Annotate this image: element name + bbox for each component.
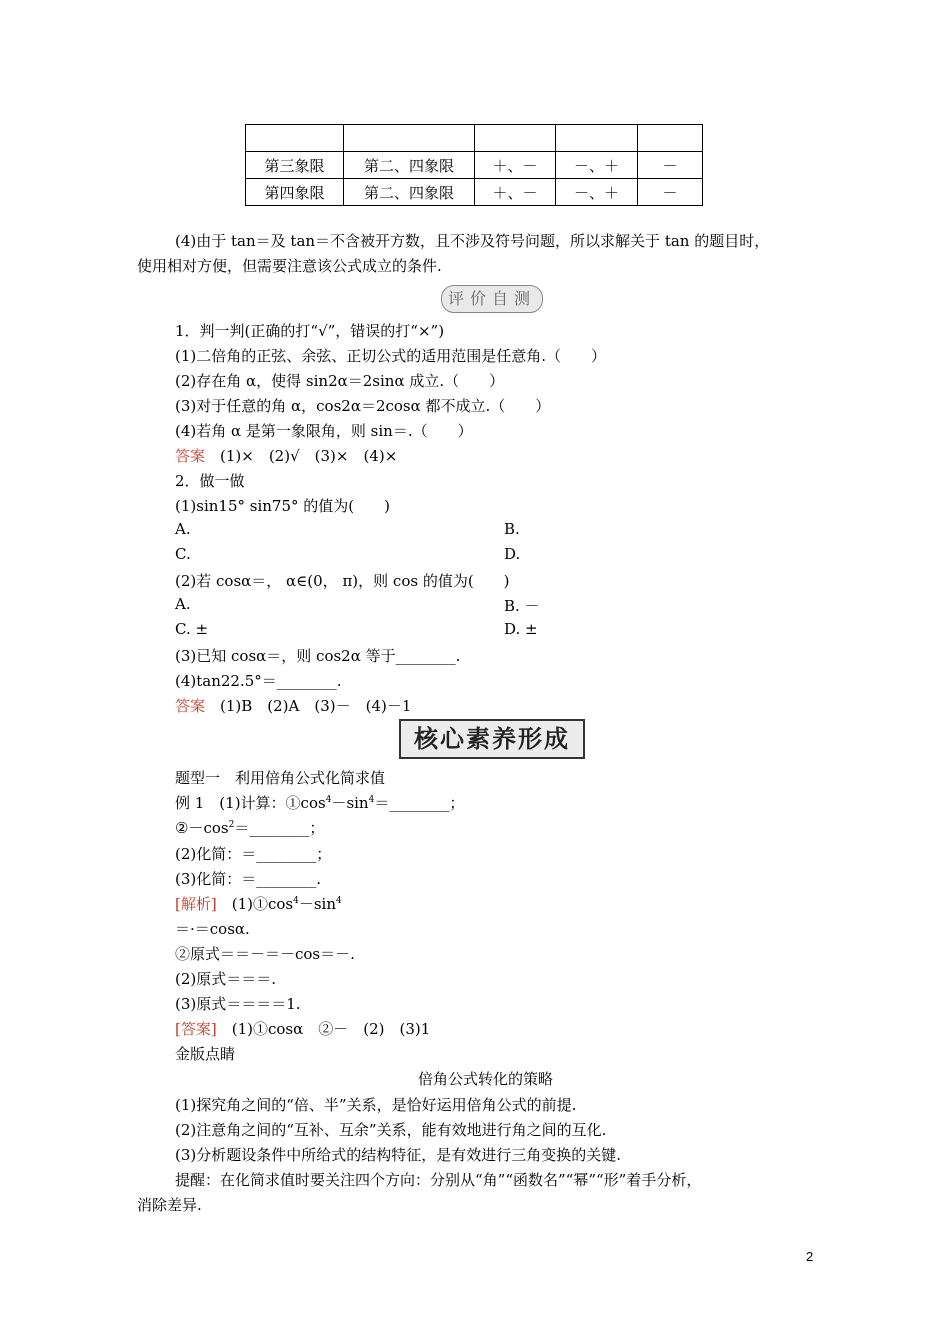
superscript: 4 — [368, 795, 375, 805]
math-text: (1)①cos — [216, 895, 294, 913]
option-a: A. — [175, 520, 191, 538]
table-cell: 第四象限 — [246, 179, 344, 206]
answer-label: 答案 — [175, 697, 206, 715]
option-c: C. — [175, 545, 191, 563]
table-cell — [475, 125, 556, 152]
example-line: (3)化简：＝________. — [175, 870, 322, 888]
table-cell — [556, 125, 638, 152]
note4-line1: (4)由于 tan＝及 tan＝不含被开方数，且不涉及符号问题，所以求解关于 tan 的题目时， — [175, 232, 770, 250]
math-text: ②－cos — [175, 819, 229, 837]
table-cell — [344, 125, 475, 152]
solution-line: (3)原式＝＝＝＝1. — [175, 995, 301, 1013]
table-cell: 第二、四象限 — [344, 179, 475, 206]
core-literacy-banner: 核心素养形成 — [399, 719, 585, 759]
option-b: B. — [504, 520, 520, 538]
superscript: 2 — [228, 820, 235, 830]
example-line — [175, 817, 324, 838]
tip-line2: 消除差异. — [137, 1196, 202, 1214]
q1-answer — [175, 445, 397, 466]
table-cell: 第二、四象限 — [344, 152, 475, 179]
answer-label: [答案] — [175, 1020, 217, 1038]
table-cell: － — [638, 152, 703, 179]
example-line: (2)化简：＝________； — [175, 845, 332, 863]
q2-sub4: (4)tan22.5°＝________. — [175, 672, 342, 690]
solution-line — [175, 893, 342, 914]
option-b: B. － — [504, 597, 540, 615]
math-text: －sin — [298, 895, 336, 913]
type1-answer — [175, 1018, 430, 1039]
table-cell: － — [638, 179, 703, 206]
page-number: 2 — [806, 1249, 814, 1264]
table-row — [246, 125, 703, 152]
table-cell: ＋、－ — [475, 179, 556, 206]
jinban-subtitle: 倍角公式转化的策略 — [418, 1070, 554, 1088]
q2-sub2: (2)若 cosα＝， α∈(0， π)，则 cos 的值为( ) — [175, 572, 510, 590]
q2-title: 2．做一做 — [175, 472, 245, 490]
q1-item: (2)存在角 α，使得 sin2α＝2sinα 成立.（ ） — [175, 372, 505, 390]
solution-line: ②原式＝＝－＝－cos＝－. — [175, 945, 355, 963]
table-cell: －、＋ — [556, 152, 638, 179]
option-c: C. ± — [175, 620, 209, 638]
note4-line2: 使用相对方便，但需要注意该公式成立的条件. — [137, 257, 442, 275]
q1-item: (3)对于任意的角 α，cos2α＝2cosα 都不成立.（ ） — [175, 397, 551, 415]
solution-line: ＝·＝cosα. — [175, 920, 250, 938]
solution-line: (2)原式＝＝＝. — [175, 970, 277, 988]
tip-line1: 提醒：在化简求值时要关注四个方向：分别从“角”“函数名”“幂”“形”着手分析， — [175, 1171, 702, 1189]
table-cell: ＋、－ — [475, 152, 556, 179]
jinban-item: (2)注意角之间的“互补、互余”关系，能有效地进行角之间的互化. — [175, 1121, 607, 1139]
q1-title: 1．判一判(正确的打“√”，错误的打“×”) — [175, 322, 445, 340]
table-cell: －、＋ — [556, 179, 638, 206]
table-row — [246, 152, 703, 179]
math-text: ＝________； — [374, 794, 465, 812]
answer-text: (1)①cosα ②－ (2) (3)1 — [216, 1020, 431, 1038]
math-text: ＝________； — [234, 819, 325, 837]
option-d: D. — [504, 545, 521, 563]
table-row — [246, 179, 703, 206]
sign-table — [245, 124, 703, 206]
solution-label: [解析] — [175, 895, 217, 913]
jinban-item: (1)探究角之间的“倍、半”关系，是恰好运用倍角公式的前提. — [175, 1096, 577, 1114]
table-cell — [638, 125, 703, 152]
table-cell — [246, 125, 344, 152]
table-cell: 第三象限 — [246, 152, 344, 179]
jinban-title: 金版点睛 — [175, 1045, 236, 1063]
answer-label: 答案 — [175, 447, 206, 465]
answer-text: (1)× (2)√ (3)× (4)× — [205, 447, 398, 465]
q2-sub3: (3)已知 cosα＝，则 cos2α 等于________. — [175, 647, 461, 665]
superscript: 4 — [325, 795, 332, 805]
math-text: －sin — [331, 794, 369, 812]
self-test-banner: 评价自测 — [441, 285, 543, 313]
jinban-item: (3)分析题设条件中所给式的结构特征，是有效进行三角变换的关键. — [175, 1146, 622, 1164]
option-d: D. ± — [504, 620, 538, 638]
type1-title: 题型一 利用倍角公式化简求值 — [175, 769, 386, 787]
superscript: 4 — [293, 896, 299, 906]
math-text: 例 1 (1)计算：①cos — [175, 794, 326, 812]
answer-text: (1)B (2)A (3)－ (4)－1 — [205, 697, 412, 715]
q1-item: (1)二倍角的正弦、余弦、正切公式的适用范围是任意角.（ ） — [175, 347, 607, 365]
q2-answer — [175, 695, 411, 716]
superscript: 4 — [336, 896, 342, 906]
example-line — [175, 792, 464, 813]
q2-sub1: (1)sin15° sin75° 的值为( ) — [175, 497, 390, 515]
option-a: A. — [175, 595, 191, 613]
q1-item: (4)若角 α 是第一象限角，则 sin＝.（ ） — [175, 422, 473, 440]
